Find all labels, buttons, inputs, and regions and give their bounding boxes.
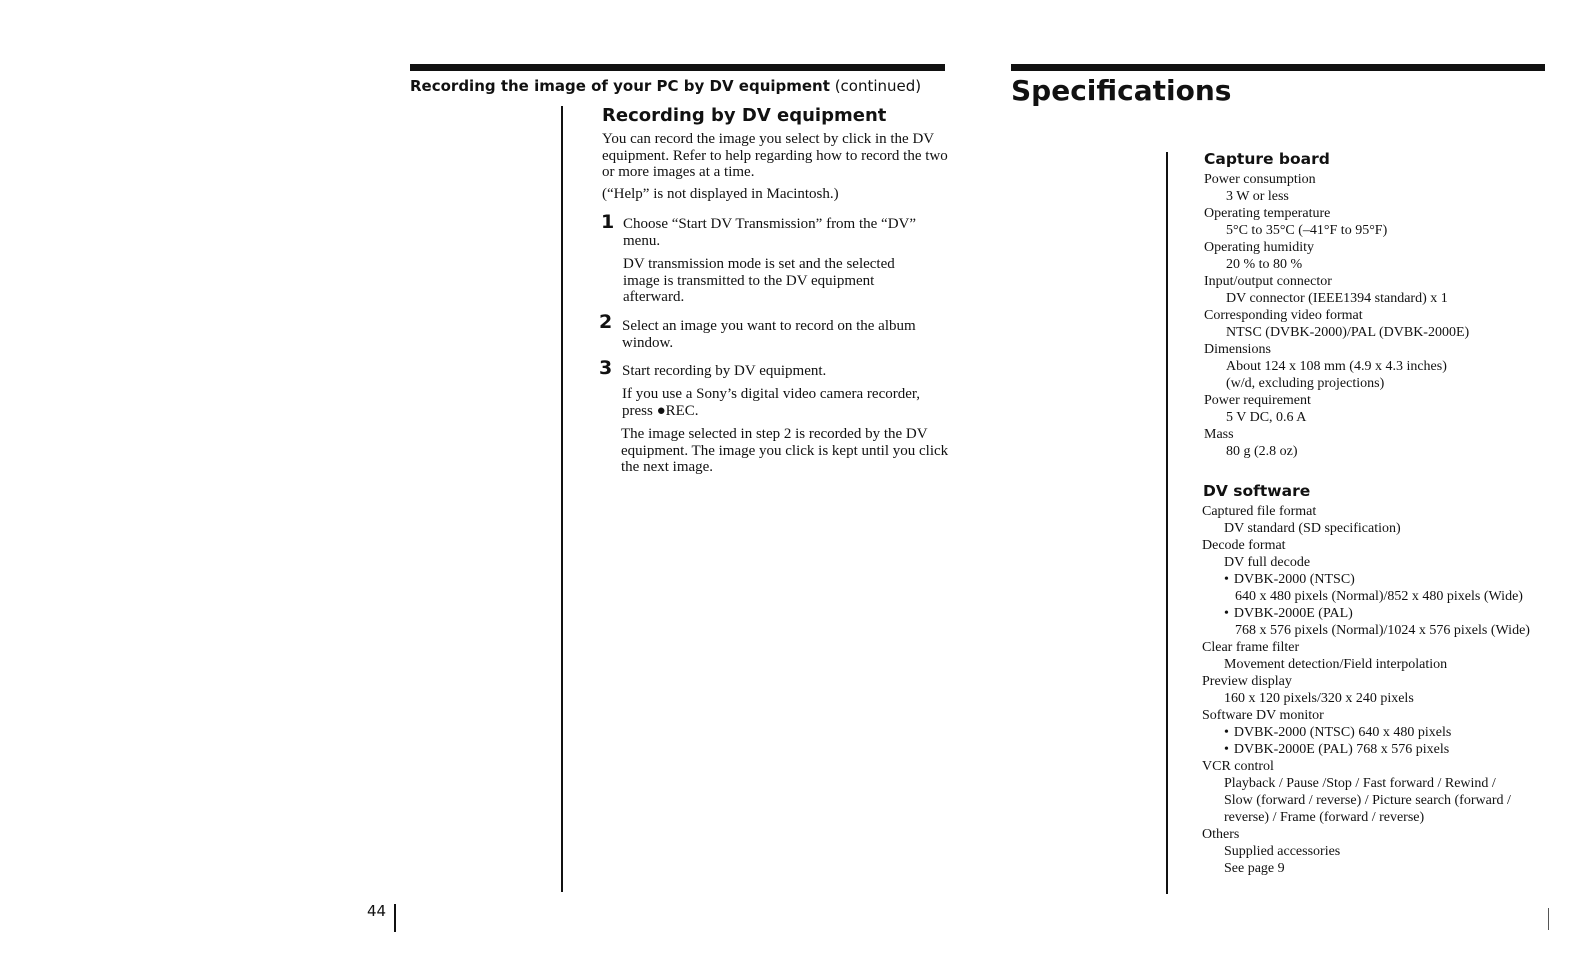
spec-label: VCR control (1202, 759, 1274, 774)
step-text: Select an image you want to record on the album window. (622, 318, 916, 351)
spec-value: reverse) / Frame (forward / reverse) (1224, 810, 1425, 825)
spec-value: Movement detection/Field interpolation (1224, 657, 1448, 672)
page-number: 44 (367, 902, 387, 920)
spec-value: DV standard (SD specification) (1224, 521, 1401, 536)
spec-value: 160 x 120 pixels/320 x 240 pixels (1224, 691, 1414, 706)
spec-label: Clear frame filter (1202, 640, 1300, 655)
step-result: DV transmission mode is set and the selected image is transmitted to the DV equipment afterward. (623, 256, 895, 305)
step-number: 1 (601, 211, 615, 233)
bullet-icon (1224, 572, 1234, 587)
spec-label: Captured file format (1202, 504, 1317, 519)
step-number: 2 (599, 311, 613, 333)
spec-label: Operating temperature (1204, 206, 1331, 221)
spec-value: About 124 x 108 mm (4.9 x 4.3 inches) (1226, 359, 1447, 374)
spec-label: Operating humidity (1204, 240, 1315, 255)
spec-bullet-text: DVBK-2000 (NTSC) (1233, 572, 1355, 587)
spec-value: See page 9 (1224, 861, 1285, 876)
spec-bullet (1202, 571, 1530, 588)
spec-value: DV full decode (1224, 555, 1311, 570)
intro-note: (“Help” is not displayed in Macintosh.) (602, 186, 839, 202)
step-number: 3 (599, 357, 613, 379)
spec-value: NTSC (DVBK-2000)/PAL (DVBK-2000E) (1226, 325, 1470, 340)
right-top-rule (1011, 64, 1545, 71)
spec-bullet-text: DVBK-2000E (PAL) 768 x 576 pixels (1233, 742, 1450, 757)
running-header (410, 77, 921, 95)
spec-value: DV connector (IEEE1394 standard) x 1 (1226, 291, 1448, 306)
bullet-icon (1224, 606, 1234, 621)
spec-label: Input/output connector (1204, 274, 1332, 289)
spec-value: 5 V DC, 0.6 A (1226, 410, 1307, 425)
spec-value: 3 W or less (1226, 189, 1289, 204)
spec-label: Others (1202, 827, 1240, 842)
right-column-rule (1166, 152, 1168, 894)
running-header-title: Recording the image of your PC by DV equipment (410, 77, 830, 95)
spec-bullet (1202, 741, 1530, 758)
spec-value: 80 g (2.8 oz) (1226, 444, 1298, 459)
spec-value: 640 x 480 pixels (Normal)/852 x 480 pixels (Wide) (1235, 589, 1523, 604)
spec-label: Software DV monitor (1202, 708, 1324, 723)
left-column-rule (561, 106, 563, 892)
spec-value: Slow (forward / reverse) / Picture search (forward / (1224, 793, 1511, 808)
spec-section-heading: DV software (1203, 482, 1311, 500)
page-edge-mark (1548, 908, 1549, 930)
bullet-icon (1224, 725, 1234, 740)
page-title: Specifications (1011, 74, 1232, 107)
spec-value: 5°C to 35°C (–41°F to 95°F) (1226, 223, 1388, 238)
spec-label: Corresponding video format (1204, 308, 1363, 323)
dv-software-spec-list (1202, 503, 1530, 877)
intro-paragraph: You can record the image you select by click in the DV equipment. Refer to help regarding how to record the two or more images at a time. (602, 131, 948, 180)
spec-label: Preview display (1202, 674, 1292, 689)
spec-value: 768 x 576 pixels (Normal)/1024 x 576 pixels (Wide) (1235, 623, 1530, 638)
section-title: Recording by DV equipment (602, 105, 887, 126)
spec-bullet-text: DVBK-2000E (PAL) (1233, 606, 1353, 621)
running-header-continued: (continued) (834, 77, 922, 95)
spec-value: (w/d, excluding projections) (1226, 376, 1385, 391)
spec-value: Playback / Pause /Stop / Fast forward / Rewind / (1224, 776, 1496, 791)
spec-label: Power consumption (1204, 172, 1316, 187)
spec-bullet (1202, 605, 1530, 622)
spec-bullet-text: DVBK-2000 (NTSC) 640 x 480 pixels (1233, 725, 1452, 740)
spec-bullet (1202, 724, 1530, 741)
page-number-rule (394, 904, 396, 932)
bullet-icon (1224, 742, 1234, 757)
step-note: If you use a Sony’s digital video camera recorder, press ●REC. (622, 386, 921, 419)
step-result: The image selected in step 2 is recorded by the DV equipment. The image you click is kept until you click the next image. (621, 426, 949, 475)
capture-board-spec-list (1204, 171, 1469, 460)
step-text: Choose “Start DV Transmission” from the “DV” menu. (623, 216, 917, 249)
spec-value: Supplied accessories (1224, 844, 1341, 859)
spec-label: Decode format (1202, 538, 1286, 553)
spec-label: Dimensions (1204, 342, 1271, 357)
spec-label: Power requirement (1204, 393, 1311, 408)
spec-label: Mass (1204, 427, 1234, 442)
spec-section-heading: Capture board (1204, 150, 1330, 168)
left-top-rule (410, 64, 945, 71)
step-text: Start recording by DV equipment. (622, 363, 827, 379)
spec-value: 20 % to 80 % (1226, 257, 1303, 272)
